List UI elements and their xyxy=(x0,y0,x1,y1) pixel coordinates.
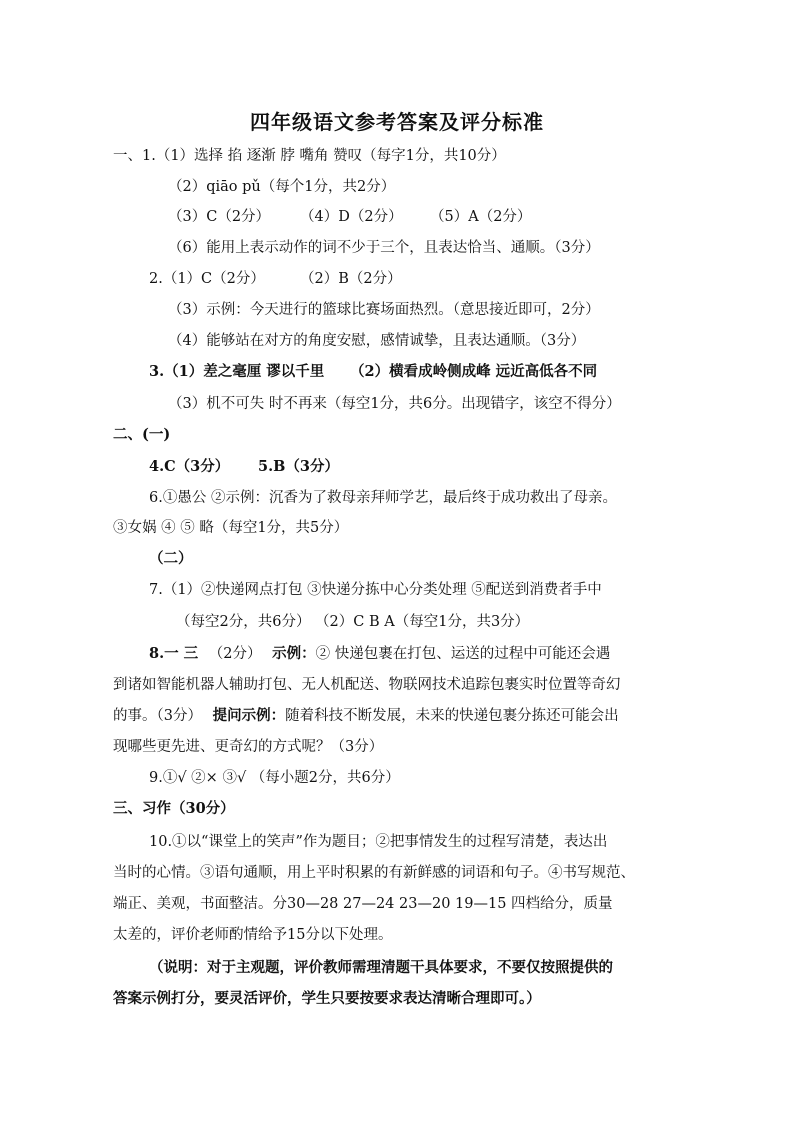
answer-1-1-6: （6）能用上表示动作的词不少于三个，且表达恰当、通顺。（3分） xyxy=(168,240,600,256)
answer-9: 9.①√ ②× ③√ （每小题2分，共6分） xyxy=(149,770,400,786)
answer-6: 6.①愚公 ②示例：沉香为了救母亲拜师学艺，最后终于成功救出了母亲。 xyxy=(149,490,617,506)
answer-8-example: ② 快递包裹在打包、运送的过程中可能还会遇 xyxy=(315,646,611,662)
answer-1-2: 2.（1）C（2分） xyxy=(149,271,265,287)
answer-1-3-3: （3）机不可失 时不再来（每空1分，共6分。出现错字，该空不得分） xyxy=(168,396,621,412)
answer-1-1-2: （2）qiāo pǔ（每个1分，共2分） xyxy=(168,179,396,195)
answer-6-cont: ③女娲 ④ ⑤ 略（每空1分，共5分） xyxy=(113,520,349,536)
answer-1-1: 一、1.（1）选择 掐 逐渐 脖 嘴角 赞叹（每字1分，共10分） xyxy=(113,148,506,164)
answer-1-2-4: （4）能够站在对方的角度安慰，感情诚挚，且表达通顺。（3分） xyxy=(168,333,586,349)
answer-4: 4.C（3分） xyxy=(149,458,230,475)
answer-8-score-2: 的事。（3分） xyxy=(113,708,202,724)
answer-8-score: （2分） xyxy=(208,646,262,662)
answer-8-line-4: 现哪些更先进、更奇幻的方式呢？（3分） xyxy=(113,739,384,755)
note-line-1: （说明：对于主观题，评价教师需理清题干具体要求，不要仅按照提供的 xyxy=(149,959,613,976)
answer-8 xyxy=(149,644,610,664)
answer-1-1-5: （5）A（2分） xyxy=(430,209,532,225)
answer-10: 10.①以“课堂上的笑声”作为题目；②把事情发生的过程写清楚，表达出 xyxy=(149,834,608,850)
answer-8-example-label: 示例： xyxy=(272,645,316,662)
answer-10-line-2: 当时的心情。③语句通顺，用上平时积累的有新鲜感的词语和句子。④书写规范、 xyxy=(113,865,635,881)
section-2-part-2: （二） xyxy=(149,550,193,567)
answer-8-number: 8.一 三 xyxy=(149,645,199,662)
question-example-label: 提问示例： xyxy=(212,707,286,724)
answer-5: 5.B（3分） xyxy=(258,458,339,475)
answer-7-cont: （每空2分，共6分） （2）C B A（每空1分，共3分） xyxy=(176,614,530,630)
answer-1-1-4: （4）D（2分） xyxy=(300,209,403,225)
answer-1-2-2: （2）B（2分） xyxy=(300,271,402,287)
note-line-2: 答案示例打分，要灵活评价，学生只要按要求表达清晰合理即可。） xyxy=(113,990,541,1007)
answer-1-3-2: （2）横看成岭侧成峰 远近高低各不同 xyxy=(350,363,598,380)
section-2-heading: 二、(一) xyxy=(113,426,171,443)
question-example: 随着科技不断发展，未来的快递包裹分拣还可能会出 xyxy=(285,708,619,724)
answer-10-line-4: 太差的，评价老师酌情给予15分以下处理。 xyxy=(113,927,393,943)
answer-1-3: 3.（1）差之毫厘 谬以千里 xyxy=(149,363,325,380)
answer-7: 7.（1）②快递网点打包 ③快递分拣中心分类处理 ⑤配送到消费者手中 xyxy=(149,582,602,598)
answer-10-line-3: 端正、美观，书面整洁。分30—28 27—24 23—20 19—15 四档给分，质量 xyxy=(113,896,613,912)
section-3-heading: 三、习作（30分） xyxy=(113,800,235,817)
answer-8-line-2: 到诸如智能机器人辅助打包、无人机配送、物联网技术追踪包裹实时位置等奇幻 xyxy=(113,677,621,693)
page-title: 四年级语文参考答案及评分标准 xyxy=(250,110,544,134)
answer-8-line-3 xyxy=(113,706,619,726)
answer-1-2-3: （3）示例：今天进行的篮球比赛场面热烈。（意思接近即可，2分） xyxy=(168,302,600,318)
answer-1-1-3: （3）C（2分） xyxy=(168,209,271,225)
